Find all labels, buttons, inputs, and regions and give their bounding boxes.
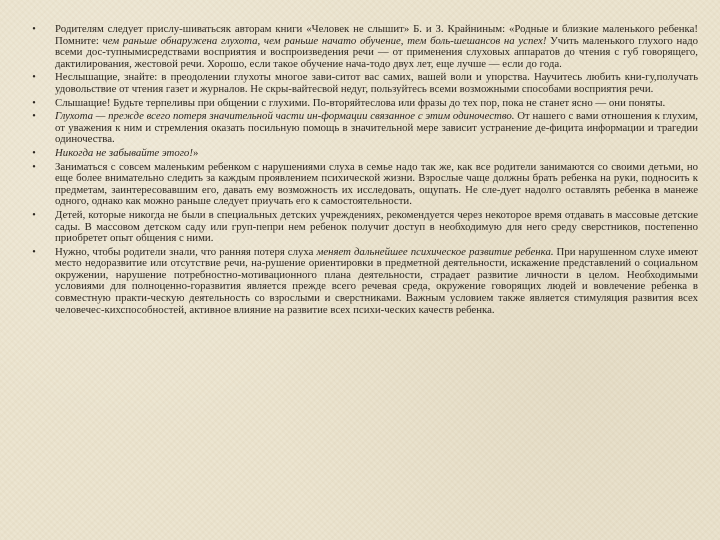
bullet-dot-icon: • bbox=[32, 24, 36, 35]
text-segment: При нарушенном слухе имеют место недоразвитие или отсутствие речи, на-рушение ориентировки в предметной деятельности, искажение представлений о социальном окружении, нарушение потребностно-мотивационного плана деятельности, страдает развитие личности в целом. Необходимыми условиями для полноценно-горазвития является прежде всего речевая среда, окружение говорящих людей и вовлечение ребенка в совместную практи-ческую деятельность со взрослыми и сверстниками. Важным условием также является стимуляция развития всех человечес-кихспособностей, активное влияние на развитие всех психи-ческих качеств ребенка. bbox=[55, 245, 699, 316]
bullet-item bbox=[22, 247, 698, 317]
bullet-dot-icon: • bbox=[32, 97, 36, 109]
text-segment: Неслышащие, знайте: в преодолении глухоты многое зави-ситот вас самих, вашей воли и упорства. Научитесь любить кни-гу,получать удовольствие от чтения газет и журналов. Не скры-вайтесвой недуг, пользуйтесь всеми возможными способами восприятия речи. bbox=[55, 71, 698, 95]
emphasis-text: чем раньше обнаружена глухота, чем раньше начато обучение, тем боль-шешансов на успех! bbox=[102, 34, 547, 47]
text-segment: Нужно, чтобы родители знали, что ранняя потеря слуха bbox=[55, 245, 317, 258]
bullet-dot-icon: • bbox=[32, 72, 36, 84]
bullet-item bbox=[22, 24, 698, 70]
bullet-item bbox=[22, 162, 698, 208]
bullet-dot-icon: • bbox=[32, 209, 36, 221]
text-segment: От нашего с вами отношения к глухим, от уважения к ним и стремления оказать посильную помощь в значительной мере зависит устранение де-фицита информации и трагедии одиночества. bbox=[55, 110, 698, 146]
bullet-item bbox=[22, 111, 698, 146]
bullet-item bbox=[22, 98, 698, 110]
text-segment: Слышащие! Будьте терпеливы при общении с глухими. По-вторяйтеслова или фразы до тех пор, пока не станет ясно — они поняты. bbox=[55, 96, 666, 109]
bullet-list bbox=[22, 24, 698, 316]
bullet-dot-icon: • bbox=[32, 161, 36, 173]
emphasis-text: Никогда не забывайте этого! bbox=[55, 146, 193, 159]
text-segment: Учить маленького глухого надо всеми дос-тупнымисредствами восприятия и воспроизведения речи — от применения слуховых аппаратов до чтения с губ говорящего, дактилирования, жестовой речи. Хорошо, если такое обучение нача-тодо двух лет, еще лучше — если до года. bbox=[55, 34, 699, 70]
text-segment: » bbox=[192, 146, 199, 159]
bullet-dot-icon: • bbox=[32, 246, 36, 258]
text-segment: Детей, которые никогда не были в специальных детских учреждениях, рекомендуется через некоторое время отдавать в массовые детские сады. В массовом детском саду или груп-пепри нем ребенок получит доступ в необходимую для него среду сверстников, постепенно приобретет опыт общения с ними. bbox=[55, 208, 698, 245]
bullet-item bbox=[22, 148, 698, 160]
bullet-dot-icon: • bbox=[32, 147, 36, 159]
emphasis-text: Глухота — прежде всего потеря значительной части ин-формации связанное с этим одиночество. bbox=[55, 110, 515, 123]
bullet-dot-icon: • bbox=[32, 111, 36, 123]
emphasis-text: меняет дальнейшее психическое развитие ребенка. bbox=[316, 245, 554, 258]
bullet-item bbox=[22, 72, 698, 95]
text-segment: Родителям следует прислу-шиватьсяк авторам книги «Человек не слышит» Б. и З. Крайниным: «Родные и близкие маленького ребенка! Помните: bbox=[55, 23, 698, 47]
bullet-item bbox=[22, 210, 698, 245]
text-segment: Заниматься с совсем маленьким ребенком с нарушениями слуха в семье надо так же, как все родители занимаются со своими детьми, но еще более внимательно следить за каждым проявлением психической жизни. Взрослые чаще должны брать ребенка на руки, подносить к предметам, заинтересовавшим его, давать ему возможность их исследовать, ощупать. Не сле-дует надолго оставлять ребенка в манеже одного, однако как можно раньше следует приучать его к самостоятельности. bbox=[55, 160, 698, 208]
